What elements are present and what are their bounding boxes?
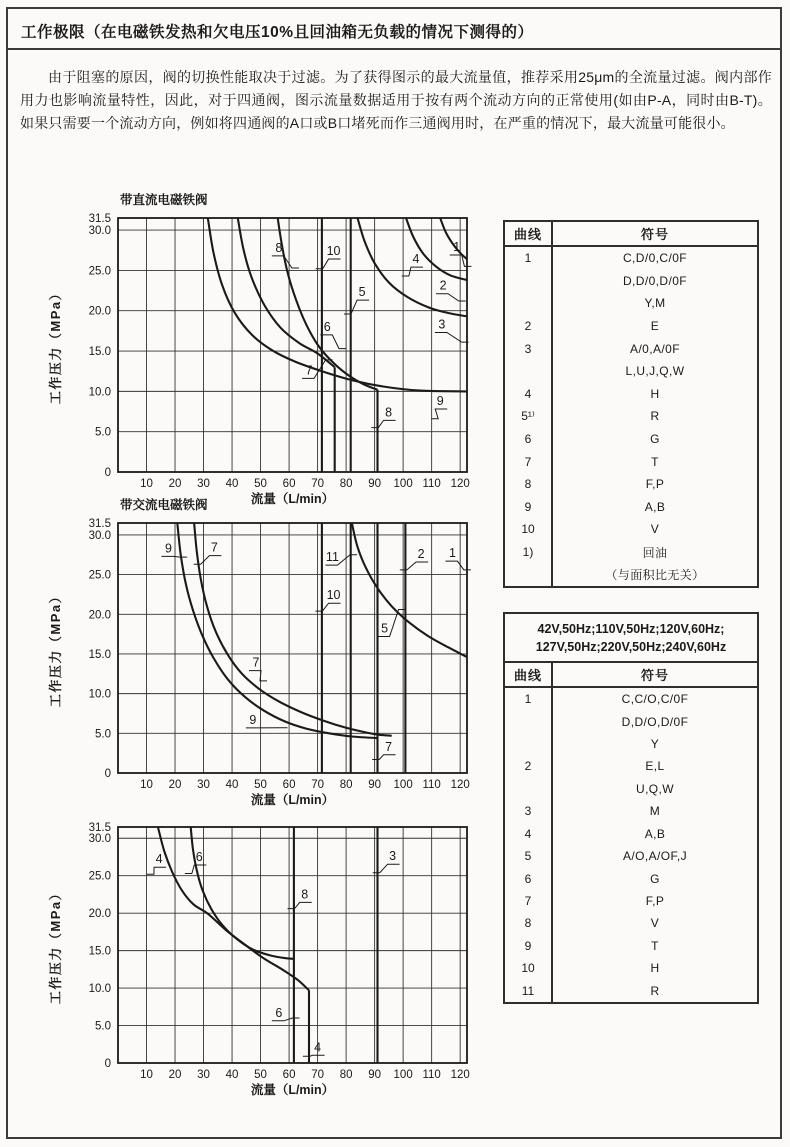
x-tick-label: 60 [282,478,296,490]
table-row [505,270,757,293]
table-row [505,935,757,957]
curve-label-1: 1 [453,240,461,255]
curve-number-cell: 8 [505,473,553,496]
curve-label-8: 8 [385,405,393,420]
curve-number-cell: 5 [505,845,553,867]
curve-label-5: 5 [358,285,366,300]
table-row [505,247,757,270]
table-row [505,496,757,519]
curve-label-3: 3 [389,849,397,864]
curve-number-cell: 7 [505,890,553,912]
table-row [505,292,757,315]
y-tick-label: 15.0 [88,648,111,661]
curve-label-3: 3 [438,317,446,332]
x-tick-label: 100 [393,779,413,791]
symbol-cell: 回油 [642,545,668,560]
intro-paragraph: 由于阻塞的原因，阀的切换性能取决于过滤。为了获得图示的最大流量值，推荐采用25μm的全流量过滤。阀内部作用力也影响流量特性，因此，对于四通阀，图示流量数据适用于按有两个流动方向的正常使用(如由P-A，同时由B-T)。如果只需要一个流动方向，例如将四通阀的A口或B口堵死而作三通阀用时，在严重的情况下，最大流量可能很小。 [20,69,772,131]
curve-number-cell [505,360,553,383]
table-header-row [505,222,757,247]
symbol-cell: T [651,938,659,953]
curve-number-cell: 7 [505,450,553,473]
curve-number-cell: 5¹⁾ [505,405,553,428]
x-tick-label: 90 [368,1069,382,1081]
symbol-cell: C,C/O,C/0F [621,692,689,707]
curve-number-cell [505,563,553,586]
curve-7 [194,523,392,736]
label-leader [320,335,346,349]
curve-number-cell: 9 [505,935,553,957]
symbol-cell: Y,M [644,296,666,311]
curve-number-cell: 11 [505,979,553,1001]
table-row [505,383,757,406]
symbol-cell: E,L [645,759,665,774]
x-tick-label: 90 [368,779,382,791]
table-row [505,979,757,1001]
symbol-cell: （与面积比无关） [605,568,705,583]
table-row [505,710,757,732]
table-header-row [505,663,757,688]
y-tick-label: 31.5 [88,822,111,834]
curve-number-cell: 6 [505,867,553,889]
table-row [505,778,757,800]
y-tick-label: 30.0 [88,225,111,238]
symbol-cell: C,D/0,C/0F [622,251,687,266]
label-leader [431,409,447,419]
x-axis-label: 流量（L/min） [250,492,335,506]
x-tick-label: 20 [168,779,182,791]
curve-label-10: 10 [326,588,341,603]
curve-label-7: 7 [305,363,313,378]
curve-number-cell: 4 [505,383,553,406]
third-limits-chart [30,810,490,1100]
table-row [505,823,757,845]
curve-9 [177,523,377,738]
x-tick-label: 110 [422,478,441,490]
table-row [505,518,757,541]
label-leader [287,902,311,908]
x-tick-label: 50 [254,478,267,490]
curve-6 [191,827,294,959]
curve-number-cell: 9 [505,496,553,519]
curve-number-cell [505,292,553,315]
curve-label-9: 9 [249,712,257,727]
x-tick-label: 100 [393,478,413,490]
y-tick-label: 30.0 [88,833,111,846]
curve-number-cell: 4 [505,823,553,845]
x-tick-label: 90 [368,478,382,490]
grid-lines [118,827,467,1063]
table-row [505,867,757,889]
dc-solenoid-valve-chart [30,188,490,506]
table-row [505,890,757,912]
y-tick-label: 20.0 [88,908,111,921]
col-header-symbol: 符号 [640,227,669,242]
section-title-box [6,7,782,50]
curve-number-cell: 1) [505,541,553,564]
table-row [505,733,757,755]
x-tick-label: 40 [225,779,239,791]
symbol-cell: F,P [645,894,665,908]
table-row [505,912,757,934]
col-header-curve: 曲线 [505,663,553,686]
curve-7 [238,218,335,367]
y-tick-label: 20.0 [88,609,111,622]
x-tick-label: 70 [311,1069,324,1081]
table-row [505,541,757,564]
curve-number-cell: 10 [505,957,553,979]
ac-curve-symbol-table [503,612,759,1004]
curve-label-7: 7 [210,540,218,555]
x-tick-label: 100 [393,1069,413,1081]
curve-number-cell [505,778,553,800]
x-tick-label: 110 [422,779,441,791]
table-row [505,563,757,586]
curve-label-6: 6 [195,849,203,864]
y-tick-label: 10.0 [88,983,111,996]
symbol-cell: A/0,A/0F [630,341,680,356]
curve-number-cell: 1 [505,247,553,270]
section-title: 工作极限（在电磁铁发热和欠电压10%且回油箱无负载的情况下测得的） [21,24,534,41]
x-tick-label: 80 [339,1069,353,1081]
chart-title: 带直流电磁铁阀 [120,193,208,207]
curve-label-6: 6 [323,319,331,334]
x-tick-label: 10 [140,779,153,791]
x-tick-label: 40 [225,478,239,490]
x-tick-label: 30 [197,478,210,490]
table-row [505,405,757,428]
curve-number-cell: 2 [505,755,553,777]
curve-4 [155,827,309,990]
symbol-cell: T [651,454,659,469]
y-tick-label: 10.0 [88,386,111,399]
x-tick-label: 50 [254,779,267,791]
y-tick-label: 5.0 [95,728,111,741]
curve-label-9: 9 [164,541,172,556]
symbol-cell: G [650,432,660,447]
table-row [505,315,757,338]
label-leader [303,1055,325,1056]
table-row [505,755,757,777]
y-tick-label: 15.0 [88,346,111,359]
symbol-cell: L,U,J,Q,W [625,364,685,379]
voltage-line: 42V,50Hz;110V,50Hz;120V,60Hz; [537,622,725,636]
x-tick-label: 10 [140,1069,153,1081]
x-tick-label: 120 [450,779,470,791]
col-header-symbol: 符号 [640,668,669,683]
table-row [505,337,757,360]
symbol-cell: R [650,409,660,424]
label-leader [400,562,428,570]
symbol-cell: D,D/0,D/0F [622,273,687,288]
ac-solenoid-valve-chart [30,493,490,809]
x-tick-label: 70 [311,779,324,791]
curve-label-8: 8 [275,240,283,255]
symbol-cell: H [650,961,660,976]
symbol-cell: A,B [644,826,666,841]
y-tick-label: 25.0 [88,870,111,883]
table-row [505,688,757,710]
y-tick-label: 0 [104,1058,111,1070]
y-axis-label: 工作压力（MPa） [48,285,63,405]
grid-lines [118,523,467,773]
y-tick-label: 30.0 [88,529,111,542]
curve-number-cell: 3 [505,337,553,360]
x-tick-label: 30 [197,1069,210,1081]
curve-number-cell [505,270,553,293]
col-header-curve: 曲线 [505,222,553,245]
y-tick-label: 10.0 [88,688,111,701]
curve-label-6: 6 [275,1005,283,1020]
symbol-cell: R [650,983,660,998]
x-tick-label: 80 [339,779,353,791]
plot-border [118,827,467,1063]
symbol-cell: A/O,A/OF,J [622,849,687,864]
symbol-cell: F,P [645,477,665,492]
y-tick-label: 0 [104,467,111,479]
y-tick-label: 31.5 [88,213,111,225]
y-tick-label: 25.0 [88,569,111,582]
curve-label-4: 4 [314,1040,322,1055]
y-tick-label: 15.0 [88,945,111,958]
x-tick-label: 20 [168,478,182,490]
symbol-cell: E [650,319,660,334]
dc-curve-symbol-table [503,220,759,588]
curve-number-cell: 2 [505,315,553,338]
chart-title: 带交流电磁铁阀 [120,498,208,512]
curve-label-9: 9 [436,394,444,409]
voltage-header [505,614,757,663]
table-row [505,473,757,496]
y-tick-label: 5.0 [95,426,111,439]
x-tick-label: 110 [422,1069,441,1081]
y-tick-label: 0 [104,768,111,780]
curve-number-cell: 8 [505,912,553,934]
x-tick-label: 120 [450,1069,470,1081]
label-leader [372,755,395,760]
curve-label-2: 2 [439,278,447,293]
x-tick-label: 80 [339,478,353,490]
x-tick-label: 10 [140,478,153,490]
symbol-cell: G [650,871,660,886]
curve-label-11: 11 [325,550,339,565]
curve-number-cell [505,710,553,732]
label-leader [435,332,469,342]
symbol-cell: V [650,522,660,537]
label-leader [436,294,466,301]
curve-5 [352,523,467,657]
symbol-cell: Y [650,737,660,752]
label-leader [402,267,423,276]
table-row [505,428,757,451]
symbol-cell: M [649,804,661,819]
curve-label-5: 5 [381,621,389,636]
y-axis-label: 工作压力（MPa） [48,588,63,708]
curve-label-1: 1 [448,546,456,561]
curve-label-4: 4 [155,852,163,867]
curve-number-cell: 10 [505,518,553,541]
table-row [505,360,757,383]
voltage-line: 127V,50Hz;220V,50Hz;240V,60Hz [535,640,727,654]
x-tick-label: 40 [225,1069,239,1081]
x-tick-label: 60 [282,779,296,791]
symbol-cell: D,D/O,D/0F [621,714,689,729]
label-leader [249,671,267,681]
label-leader [344,300,369,314]
y-tick-label: 5.0 [95,1020,111,1033]
curve-number-cell: 6 [505,428,553,451]
curve-label-10: 10 [326,244,341,259]
y-axis-label: 工作压力（MPa） [48,885,63,1005]
curve-label-8: 8 [301,887,309,902]
x-tick-label: 70 [311,478,324,490]
x-tick-label: 20 [168,1069,182,1081]
curve-label-2: 2 [417,546,425,561]
table-row [505,845,757,867]
table-row [505,800,757,822]
label-leader [147,867,166,874]
x-axis-label: 流量（L/min） [250,793,335,807]
curve-label-7: 7 [252,655,260,670]
label-leader [161,556,187,557]
y-tick-label: 20.0 [88,305,111,318]
table-row [505,450,757,473]
label-leader [315,603,340,611]
symbol-cell: U,Q,W [636,781,674,796]
x-tick-label: 120 [450,478,470,490]
x-axis-label: 流量（L/min） [250,1083,335,1097]
y-tick-label: 25.0 [88,265,111,278]
x-tick-label: 30 [197,779,210,791]
curve-label-4: 4 [412,252,420,267]
x-tick-label: 50 [254,1069,267,1081]
y-tick-label: 31.5 [88,518,111,530]
curve-number-cell: 1 [505,688,553,710]
curve-label-7: 7 [385,739,393,754]
label-leader [316,259,341,269]
curve-number-cell: 3 [505,800,553,822]
table-row [505,957,757,979]
symbol-cell: V [650,916,660,931]
x-tick-label: 60 [282,1069,296,1081]
curve-number-cell [505,733,553,755]
plot-border [118,523,467,773]
symbol-cell: A,B [644,499,666,514]
symbol-cell: H [650,386,660,401]
